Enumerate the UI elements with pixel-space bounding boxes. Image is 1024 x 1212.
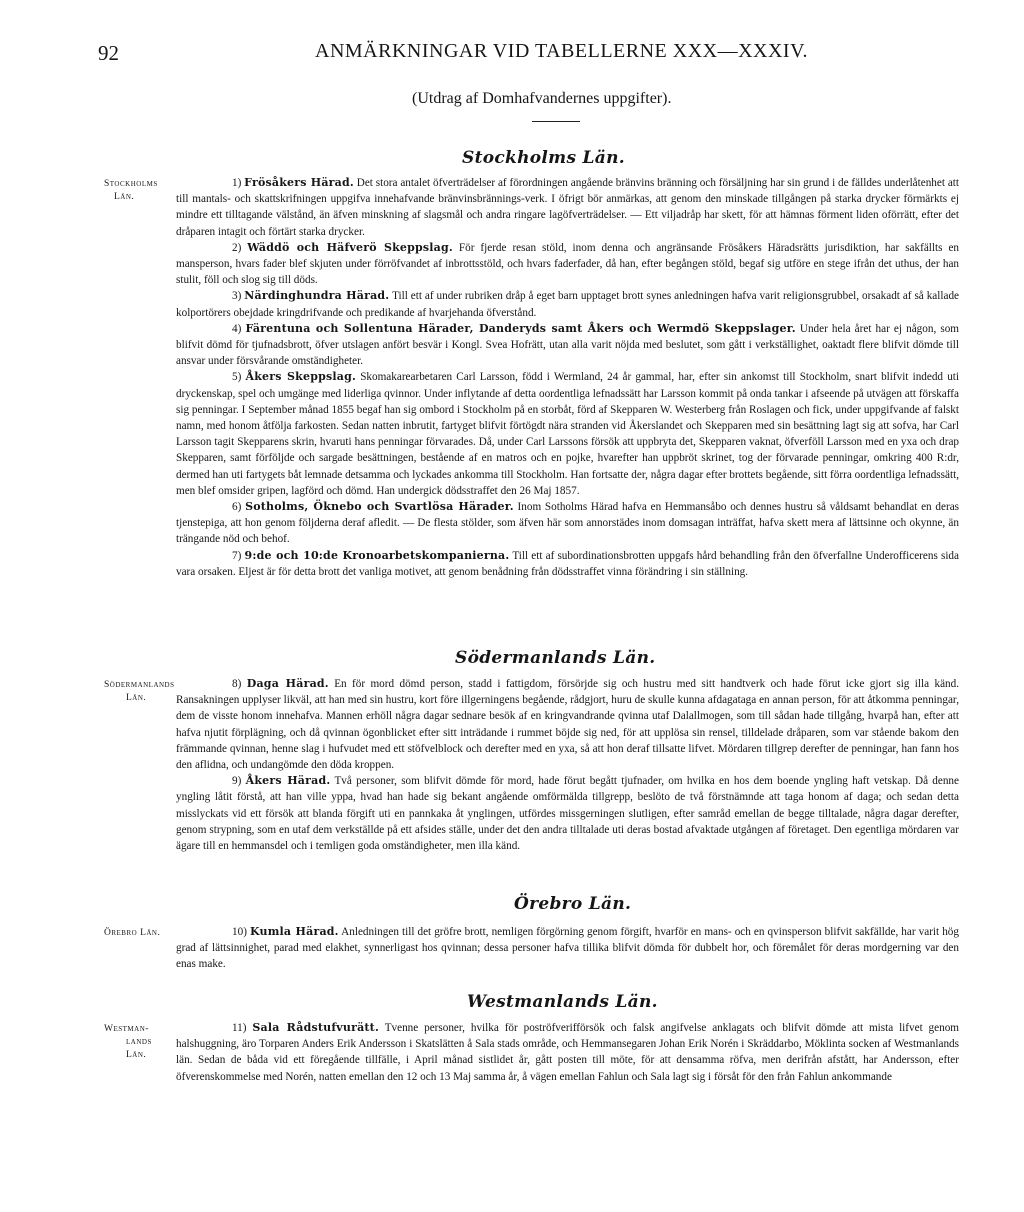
margin-line: Westman- — [104, 1024, 149, 1034]
entry-number: 11) — [232, 1022, 247, 1034]
district-name: Åkers Skeppslag. — [245, 370, 357, 384]
entry-text: Tvenne personer, hvilka för poströfverifförsök och falsk angifvelse anklagats och blifvit dömde att mista lifvet genom halshuggning, äro Torparen Anders Erik Andersson i Skatslätten å Sala stads område, och Hemmansegaren Johan Erik Norén i Skräddarbo, Möklinta socken af Westmanlands län. Sedan de båda vid ett föregående tillfälle, i April månad sistlidet år, gått posten till möte, för att densamma röfva, men derifrån afstått, har Andersson, efter öfverenskommelse med Norén, natten emellan den 12 och 13 Maj samma år, å vägen emellan Fahlun och Sala lagt sig i försåt för den från Fahlun ankommande — [176, 1022, 960, 1083]
entry — [176, 240, 959, 289]
entry-number: 8) — [232, 678, 242, 690]
margin-label-sodermanland — [104, 679, 175, 705]
margin-line: Län. — [126, 693, 147, 703]
margin-line: Södermanlands — [104, 680, 175, 690]
county-heading-westmanland: Westmanlands Län. — [467, 992, 658, 1012]
district-name: Sotholms, Öknebo och Svartlösa Härader. — [245, 500, 514, 514]
margin-line: Län. — [114, 192, 135, 202]
entry-number: 3) — [232, 290, 242, 303]
county-heading-sodermanland: Södermanlands Län. — [455, 648, 656, 668]
entry — [176, 548, 959, 580]
district-name: 9:de och 10:de Kronoarbetskompanierna. — [244, 548, 510, 562]
entry-number: 2) — [232, 241, 242, 254]
entry — [176, 1020, 959, 1085]
entry-number: 4) — [232, 322, 242, 335]
county-heading-stockholm: Stockholms Län. — [462, 148, 625, 168]
entry-text: En för mord dömd person, stadd i fattigdom, försörjde sig och hustru med sitt handtverk och hade förut icke gjort sig illa känd. Ransakningen upplyser likväl, att han med sin hustru, kort före illgerningens begående, rådgjort, huru de skulle kunna afdagataga en annan person, för att åtkomma penningar, dem de visste honom innehafva. Mannen erhöll några dagar sednare besök af en kringvandrande qvinna utaf Dalallmogen, som till sådan hade tillgång, hvarpå han, efter att hafva njutit förplägning, och då qvinnan ögonblicket efter sitt inträdande i rummet böjde sig ned, för att upplösa sin rensel, tilldelade dråparen, som var stående bakom den främmande qvinnan, henne slag i hufvudet med ett stöfvelblock och derefter med en yxa, så att hon deraf tillsatte lifvet. Mördaren tillgrep derefter de penningar, han fann hos den aflidna, och undangömde den döda kroppen. — [176, 678, 960, 772]
divider — [532, 121, 580, 122]
county-heading-orebro: Örebro Län. — [514, 894, 632, 914]
subtitle: (Utdrag af Domhafvandernes uppgifter). — [412, 90, 672, 107]
district-name: Daga Härad. — [246, 677, 329, 690]
entry — [176, 499, 959, 548]
district-name: Wäddö och Häfverö Skeppslag. — [247, 240, 453, 254]
entry-text: Det stora antalet öfverträdelser af förordningen angående bränvins bränning och försäljning har sin grund i de fälldes underlåtenhet att till mantals- och skattskrifningen uppgifva innehafvande bränvinsbrännings-verk. I öfrigt bör anmärkas, att genom den minskade tillgången på starka drycker förmärkts ej mindre ett tilltagande välstånd, än äfven minskning af slagsmål och andra ringare lagöfverträdelser. — Ett viljadråp har skett, för att hämnas förment liden oförrätt, efter det dråparen intagit och förtärt starka drycker. — [176, 177, 959, 238]
district-name: Kumla Härad. — [249, 925, 339, 938]
entry — [176, 924, 959, 973]
entry-number: 9) — [232, 775, 242, 788]
section-sodermanland — [176, 676, 959, 854]
margin-label-orebro — [104, 927, 160, 940]
district-name: Sala Rådstufvurätt. — [252, 1021, 379, 1034]
section-westmanland — [176, 1020, 959, 1085]
entry — [176, 321, 959, 370]
margin-line: Län. — [126, 1050, 147, 1060]
margin-line: Stockholms — [104, 179, 158, 189]
district-name: Frösåkers Härad. — [244, 176, 354, 189]
entry-number: 10) — [232, 926, 247, 938]
entry — [176, 773, 959, 854]
entry — [176, 175, 959, 240]
entry-text: Inom Sotholms Härad hafva en Hemmansåbo och dennes hustru så våldsamt behandlat en deras tjenstepiga, att hon genom följderna deraf afledit. — De flesta stölder, som äfven här som annorstädes inom domsagan inträffat, hafva skett mera af lättsinne och okynne, än trängande nöd och behof. — [176, 501, 960, 546]
district-name: Åkers Härad. — [245, 774, 331, 788]
entry — [176, 288, 959, 320]
entry-text: Anledningen till det gröfre brott, nemligen förgörning genom förgift, hvarför en mans- och en qvinsperson blifvit sakfällde, har varit hög grad af lättsinnighet, parad med elakhet, synnerligast hos qvinnan; dessa personer hafva tillika blifvit dömda för dubbelt hor, och föremålet för deras mordgerning var den enas make. — [176, 926, 959, 971]
margin-label-stockholm — [104, 178, 158, 204]
page-number: 92 — [98, 41, 119, 65]
section-stockholm — [176, 175, 959, 580]
margin-line: lands — [126, 1037, 152, 1047]
entry-text: Under hela året har ej någon, som blifvit dömd för tjufnadsbrott, öfver utslagen anfört besvär i Kongl. Svea Hofrätt, utan alla varit nöjda med beslutet, som gått i verkställighet, oaktadt flere blifvit dömde till ansvar under försvårande omständigheter. — [176, 322, 959, 368]
entry-number: 6) — [232, 501, 242, 514]
entry-text: Skomakarearbetaren Carl Larsson, född i Wermland, 24 år gammal, har, efter sin ankomst till Stockholm, snart blifvit indedd uti dryckenskap, spel och umgänge med liderliga qvinnor. Under inflytande af detta oordentliga lefnadssätt har Larsson kommit på onda tankar i afseende på utvägen att förskaffa sig penningar. I September månad 1855 begaf han sig ombord i Stockholm på en storbåt, förd af Skepparen W. Westerberg från Roslagen och fick, under uppgifvande af falskt namn, med honom åtfölja farkosten. Sedan natten inbrutit, fartyget blifvit förtögdt nära stranden vid Åkerslandet och Skepparen med sin besättning lagt sig att sofva, har Carl Larsson tagit Skepparens skrin, hvaruti hans penningar förvarades. Då, under Carl Larssons försök att uppbryta det, Skepparen vaknat, öfverföll Larsson med en yxa och drap Skepparen, samt förföljde och sargade besättningen, bestående af en matros och en pojke, hvarefter han uppbröt skrinet, tog der förvarade penningar, omkring 400 R:dr, dermed han uti fartygets båt lemnade detsamma och lyckades ankomma till Stockholm. Han fortsatte der, några dagar efter brottets begående, sitt förra oordentliga lefnadssätt, men blef omsider gripen, lagförd och dömd. Han undergick dödsstraffet den 26 Maj 1857. — [176, 371, 960, 497]
margin-line: Örebro Län. — [104, 928, 161, 938]
section-orebro — [176, 924, 959, 973]
entry — [176, 369, 959, 499]
running-title: ANMÄRKNINGAR VID TABELLERNE XXX—XXXIV. — [315, 40, 808, 62]
entry-text: Två personer, som blifvit dömde för mord, hade förut begått tjufnader, om hvilka en hos dem boende yngling haft vetskap. Då denne yngling låtit förstå, att han ville yppa, hvad han hade sig bekant angående omförmälda tillgrepp, beslöto de två förstnämnde att taga honom af daga; och sedan detta misslyckats vid ett försök att blanda förgift uti en pannkaka åt ynglingen, utfördes missgerningen slutligen, efter samråd emellan de begge tilltalade, några dagar derefter, genom strypning, som en utaf dem verkställde på ett afsides ställe, under det den andra tilltalade uti deras bostad afvaktade utgången af företaget. Den egentliga mördaren var ägare till en hemmansdel och i temligen goda omständigheter, men illa känd. — [176, 775, 959, 853]
entry — [176, 676, 959, 773]
entry-text: För fjerde resan stöld, inom denna och angränsande Frösåkers Häradsrätts jurisdiktion, har sakfällts en mansperson, hvars fader blef skjuten under förröfvandet af inbrottsstöld, och hvars faderfader, då han, efter begången stöld, begaf sig utföre en stege ifrån det uthus, der han stulit, föll och slog sig till döds. — [176, 241, 959, 287]
entry-number: 7) — [232, 549, 242, 562]
district-name: Färentuna och Sollentuna Härader, Danderyds samt Åkers och Wermdö Skeppslager. — [245, 321, 796, 335]
entry-number: 5) — [232, 371, 242, 384]
margin-label-westmanland — [104, 1023, 152, 1062]
district-name: Närdinghundra Härad. — [244, 289, 390, 303]
entry-text: Till ett af subordinationsbrotten uppgafs hård behandling från den öfverfallne Underofficerens sida vara orsaken. Eljest är för detta brott det vanliga motivet, att genom benådning från dödsstraffet vinna förändring i sin ställning. — [176, 549, 959, 578]
entry-text: Till ett af under rubriken dråp å eget barn upptaget brott synes anledningen hafva varit religionsgrubbel, orsakadt af så kallade kolportörers obejdade kringdrifvande och predikande af hvarjehanda öfverstånd. — [176, 290, 960, 319]
entry-number: 1) — [232, 177, 242, 189]
